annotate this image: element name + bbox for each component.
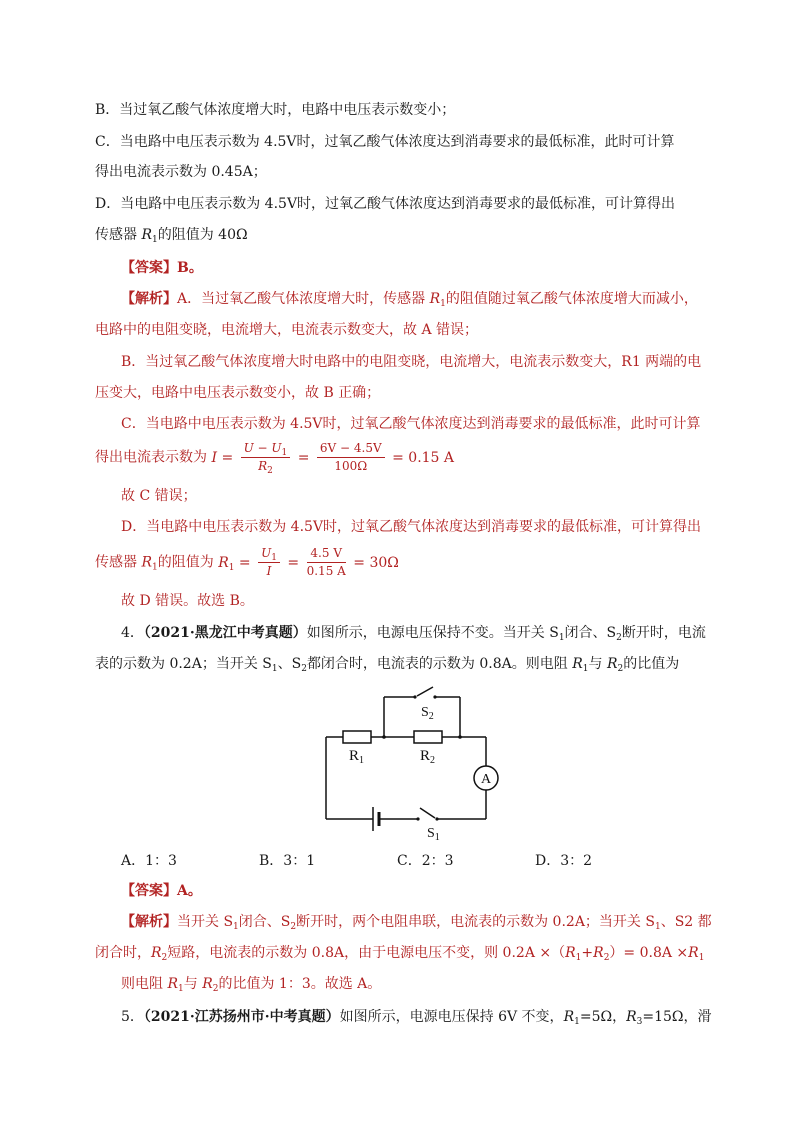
explanation-line: 故 C 错误； bbox=[121, 488, 197, 504]
question-4-text-cont: 表的示数为 0.2A；当开关 $S_1$、$S_2$都闭合时，电流表的示数为 0.8A。则电阻 $R_1$与 $R_2$的比值为 bbox=[95, 656, 680, 674]
junction-dot bbox=[382, 735, 386, 739]
explanation-line: 【解析】A．当过氧乙酸气体浓度增大时，传感器 $R_1$的阻值随过氧乙酸气体浓度增大而减小， bbox=[121, 291, 698, 309]
choice-b: B．3：1 bbox=[259, 853, 316, 869]
choice-d: D．3：2 bbox=[535, 853, 593, 869]
choices-row bbox=[121, 850, 592, 872]
switch-contact bbox=[433, 695, 436, 698]
explanation-formula-line: 得出电流表示数为 I = $\frac{U - U_1}{R_2}$ = $\frac{6V - 4.5V}{100\Omega}$ = 0.15 A bbox=[95, 441, 455, 476]
switch-contact bbox=[435, 817, 438, 820]
resistor-r2 bbox=[414, 731, 442, 743]
formula-current: I = $\frac{U - U_1}{R_2}$ = $\frac{6V - 4.5V}{100\Omega}$ = 0.15 A bbox=[211, 441, 455, 476]
switch-contact bbox=[413, 695, 416, 698]
option-b-text: B．当过氧乙酸气体浓度增大时，电路中电压表示数变小； bbox=[95, 102, 456, 118]
option-c-text: C．当电路中电压表示数为 4.5V时，过氧乙酸气体浓度达到消毒要求的最低标准，此时可计算 bbox=[95, 134, 675, 150]
answer-label: 【答案】B。 bbox=[121, 260, 203, 276]
explanation-line: 故 D 错误。故选 B。 bbox=[121, 593, 254, 609]
label-ammeter: A bbox=[480, 772, 492, 787]
switch-s2-blade bbox=[417, 687, 433, 696]
choice-a: A．1：3 bbox=[121, 853, 177, 869]
explanation-line: 压变大，电路中电压表示数变小，故 B 正确； bbox=[95, 385, 381, 401]
option-c-text-cont: 得出电流表示数为 0.45A； bbox=[95, 164, 267, 180]
answer-label: 【答案】A。 bbox=[121, 883, 202, 899]
explanation-line: 则电阻 $R_1$与 $R_2$的比值为 1：3。故选 A。 bbox=[121, 976, 382, 994]
explanation-line: 闭合时，$R_2$短路，电流表的示数为 0.8A，由于电源电压不变，则 $0.2A \times(R_1+R_2)= 0.8A \times R_1$ bbox=[95, 945, 705, 963]
resistor-r1 bbox=[343, 731, 371, 743]
switch-s1-blade bbox=[420, 808, 435, 818]
choice-c: C．2：3 bbox=[397, 853, 454, 869]
question-5-text: 5．（2021·江苏扬州市·中考真题）如图所示，电源电压保持 6V 不变，$R_1=5\Omega$，$R_3=15\Omega$，滑 bbox=[121, 1009, 712, 1027]
explanation-line: C．当电路中电压表示数为 4.5V时，过氧乙酸气体浓度达到消毒要求的最低标准，此时可计算 bbox=[121, 416, 701, 432]
question-4-text: 4．（2021·黑龙江中考真题）如图所示，电源电压保持不变。当开关 $S_1$闭合、$S_2$断开时，电流 bbox=[121, 625, 706, 643]
option-d-text: D．当电路中电压表示数为 4.5V时，过氧乙酸气体浓度达到消毒要求的最低标准，可计算得出 bbox=[95, 196, 676, 212]
junction-dot bbox=[458, 735, 462, 739]
explanation-line: 【解析】当开关 $S_1$闭合、$S_2$断开时，两个电阻串联，电流表的示数为 0.2A；当开关 $S_1$、S2 都 bbox=[121, 914, 712, 932]
label-s2: $S_2$ bbox=[421, 705, 434, 722]
option-d-text-cont: 传感器 $R_1$的阻值为 40Ω bbox=[95, 227, 248, 245]
explanation-formula-line: 传感器 $R_1$的阻值为 $R_1$ = $\frac{U_1}{I}$ = $\frac{4.5 V}{0.15 A}$ = 30Ω bbox=[95, 546, 399, 578]
label-s1: $S_1$ bbox=[427, 826, 440, 840]
explanation-line: B．当过氧乙酸气体浓度增大时电路中的电阻变晓，电流增大，电流表示数变大，R1 两端的电 bbox=[121, 354, 702, 370]
switch-contact bbox=[416, 817, 419, 820]
label-r2: $R_2$ bbox=[420, 748, 436, 766]
circuit-diagram bbox=[300, 680, 510, 840]
formula-resistance: $R_1$ = $\frac{U_1}{I}$ = $\frac{4.5 V}{0.15 A}$ = 30Ω bbox=[218, 546, 399, 578]
label-r1: $R_1$ bbox=[349, 748, 365, 766]
explanation-line: D．当电路中电压表示数为 4.5V时，过氧乙酸气体浓度达到消毒要求的最低标准，可计算得出 bbox=[121, 519, 702, 535]
explanation-line: 电路中的电阻变晓，电流增大，电流表示数变大，故 A 错误； bbox=[95, 322, 479, 338]
